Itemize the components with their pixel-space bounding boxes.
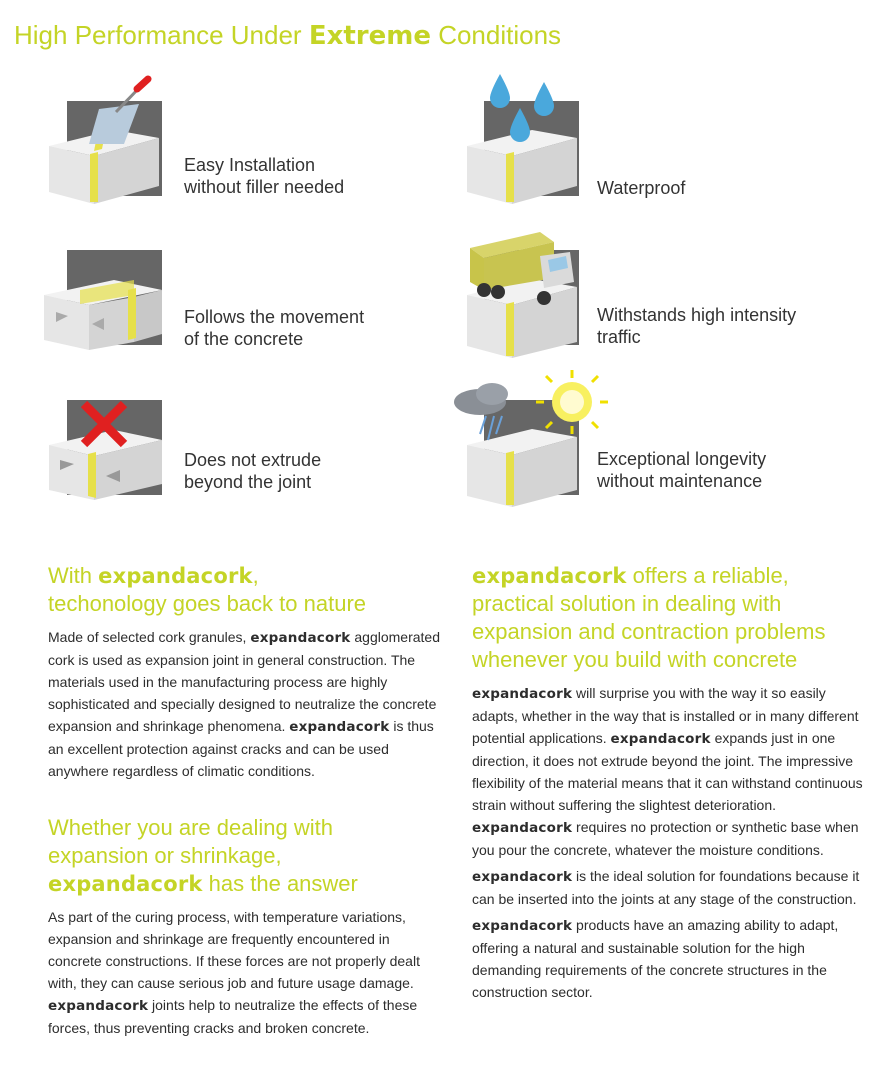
trowel-icon [44, 74, 174, 204]
feature-high-traffic [462, 230, 862, 360]
feature-waterproof [462, 74, 862, 204]
page-title: High Performance Under Extreme Conditions [14, 20, 562, 51]
feature-label: Withstands high intensity traffic [597, 305, 797, 347]
truck-icon [462, 230, 592, 360]
paragraph-answer: As part of the curing process, with temperature variations, expansion and shrinkage are frequently encountered in concrete constructions. If these forces are not properly dealt with, they can cause serious job and future usage damage. expandacork joints help to neutralize the effects of these forces, thus preventing cracks and broken concrete. [48, 909, 420, 1036]
feature-follows-movement [44, 250, 444, 360]
section-heading-answer: Whether you are dealing with expansion or shrinkage, expandacork has the answer [48, 815, 358, 896]
paragraph-nature: Made of selected cork granules, expandacork agglomerated cork is used as expansion joint in general construction. The materials used in the manufacturing process are highly sophisticated and specially designed to neutralize the concrete expansion and shrinkage phenomena. expandacork is thus an excellent protection against cracks and can be used anywhere regardless of climatic conditions. [48, 629, 440, 779]
feature-label: Easy Installation without filler needed [184, 155, 345, 197]
concrete-movement-icon [44, 250, 174, 360]
feature-label: Waterproof [597, 178, 686, 198]
section-heading-nature: With expandacork, techonology goes back to nature [48, 563, 367, 616]
feature-easy-installation [44, 74, 444, 204]
paragraph-surprise: expandacork will surprise you with the way it so easily adapts, whether in the way that is installed or in many different potential applications. expandacork expands just in one direction, it does not extrude beyond the joint. The impressive flexibility of the material means that it can withstand continuous strain without suffering the slightest deterioration. expandacork requires no protection or synthetic base when you pour the concrete, whatever the moisture conditions. [472, 685, 863, 858]
paragraph-foundations: expandacork is the ideal solution for foundations because it can be inserted into the joints at any stage of the construction. [472, 868, 860, 907]
left-column [48, 562, 440, 1039]
sun-rain-icon [450, 370, 620, 510]
section-heading-solution: expandacork offers a reliable, practical solution in dealing with expansion and contraction problems whenever you build with concrete [472, 563, 826, 672]
feature-no-extrude [44, 400, 444, 510]
feature-label: Exceptional longevity without maintenance [597, 449, 767, 491]
feature-longevity [450, 370, 870, 510]
paragraph-products: expandacork products have an amazing ability to adapt, offering a natural and sustainable solution for the high demanding requirements of the concrete structures in the construction sector. [472, 917, 839, 1000]
water-drops-icon [462, 74, 592, 204]
feature-label: Does not extrude beyond the joint [184, 450, 322, 492]
feature-label: Follows the movement of the concrete [184, 307, 365, 349]
no-extrude-icon [44, 400, 174, 510]
right-column [472, 562, 864, 1003]
